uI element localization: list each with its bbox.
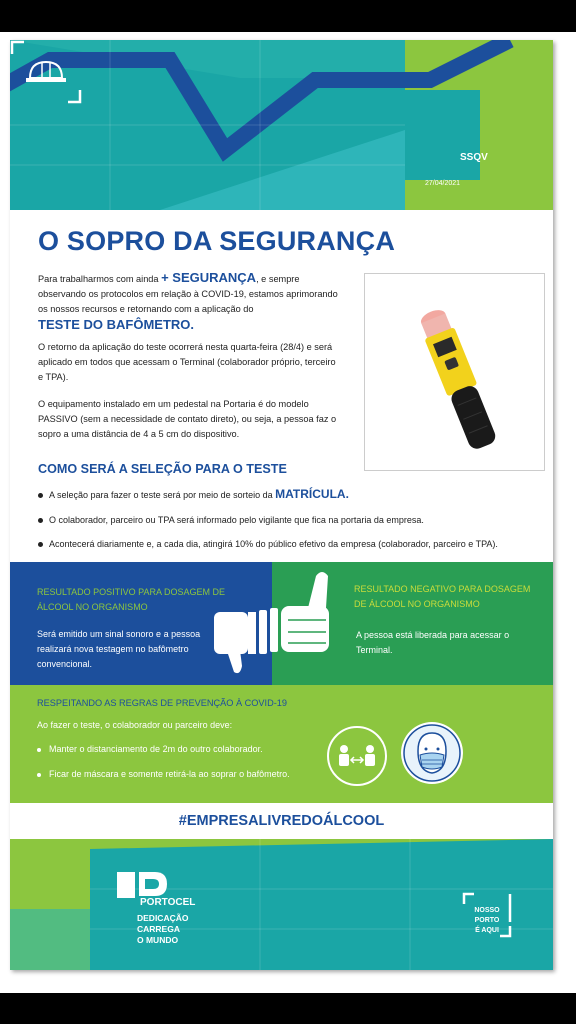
covid-intro: Ao fazer o teste, o colaborador ou parceiro deve: (37, 720, 233, 730)
slogan-line-3: O MUNDO (137, 935, 179, 945)
bullet-1-emphasis: MATRÍCULA. (275, 487, 349, 501)
bullet-dot (38, 493, 43, 498)
thumbs-down-icon (214, 610, 267, 673)
covid-bullet-2 (37, 769, 290, 779)
positive-text: Será emitido um sinal sonoro e a pessoa realizará nova testagem no bafômetro convencional. (37, 629, 201, 669)
covid-bullet-1-text: Manter o distanciamento de 2m do outro colaborador. (49, 744, 263, 754)
intro-text-2: , e sempre observando os protocolos em relação à COVID-19, estamos aprimorando os nossos recursos e retornando com a aplicação do (38, 274, 338, 314)
selection-bullet-3 (38, 538, 498, 550)
poster (10, 40, 553, 970)
selection-bullet-1 (38, 488, 349, 501)
intro-text-1: Para trabalharmos com ainda (38, 274, 162, 284)
bottom-black-bar (0, 993, 576, 1024)
intro-emphasis: TESTE DO BAFÔMETRO. (38, 317, 194, 332)
bullet-1-text: A seleção para fazer o teste será por meio de sorteio da (49, 490, 276, 500)
top-black-bar (0, 0, 576, 32)
selection-heading: COMO SERÁ A SELEÇÃO PARA O TESTE (38, 462, 287, 476)
paragraph-return: O retorno da aplicação do teste ocorrerá nesta quarta-feira (28/4) e será aplicado em todos que acessam o Terminal (colaborador próprio, terceiro e TPA). (38, 342, 336, 382)
breathalyzer-image (365, 274, 544, 470)
porto-line-1: NOSSO (474, 907, 500, 914)
negative-heading: RESULTADO NEGATIVO PARA DOSAGEM DE ÁLCOOL NO ORGANISMO (354, 584, 531, 609)
selection-bullet-2 (38, 514, 424, 526)
header-banner (10, 40, 553, 210)
ssqv-label: SSQV (460, 152, 488, 163)
bullet-2-text: O colaborador, parceiro ou TPA será informado pelo vigilante que fica na portaria da empresa. (49, 515, 424, 525)
slogan-line-1: DEDICAÇÃO (137, 913, 189, 923)
thumbs-icon (208, 568, 348, 678)
header-date: 27/04/2021 (425, 180, 461, 187)
intro-highlight: + SEGURANÇA (161, 270, 257, 285)
hashtag: #EMPRESALIVREDOÁLCOOL (10, 803, 553, 839)
bullet-dot (38, 518, 43, 523)
page-title: O SOPRO DA SEGURANÇA (38, 226, 396, 256)
bullet-3-text: Acontecerá diariamente e, a cada dia, atingirá 10% do público efetivo da empresa (colaborador, parceiro e TPA). (49, 539, 498, 549)
bullet-dot (37, 773, 41, 777)
positive-heading: RESULTADO POSITIVO PARA DOSAGEM DE ÁLCOOL NO ORGANISMO (37, 587, 226, 612)
header-graphic (10, 40, 553, 210)
porto-line-3: É AQUI (475, 927, 499, 934)
face-mask-icon (400, 721, 464, 785)
covid-heading: RESPEITANDO AS REGRAS DE PREVENÇÃO À COVID-19 (37, 698, 287, 708)
brand-name: PORTOCEL (140, 897, 196, 908)
porto-line-2: PORTO (474, 917, 500, 924)
social-distance-icon (326, 725, 388, 787)
intro-paragraph (38, 270, 338, 334)
thumbs-up-icon (270, 572, 329, 652)
covid-bullet-2-text: Ficar de máscara e somente retirá-la ao soprar o bafômetro. (49, 769, 290, 779)
breathalyzer-photo (364, 273, 545, 471)
porto-tagline (467, 906, 507, 936)
negative-text: A pessoa está liberada para acessar o Terminal. (356, 630, 510, 655)
paragraph-equipment: O equipamento instalado em um pedestal na Portaria é do modelo PASSIVO (sem a necessidade de contato direto), ou seja, a pessoa faz o sopro a uma distância de 4 a 5 cm do dispositivo. (38, 399, 337, 439)
bullet-dot (37, 748, 41, 752)
helmet-icon (10, 40, 82, 104)
covid-bullet-1 (37, 744, 263, 754)
bullet-dot (38, 542, 43, 547)
slogan-line-2: CARREGA (137, 924, 180, 934)
slogan (137, 913, 188, 946)
